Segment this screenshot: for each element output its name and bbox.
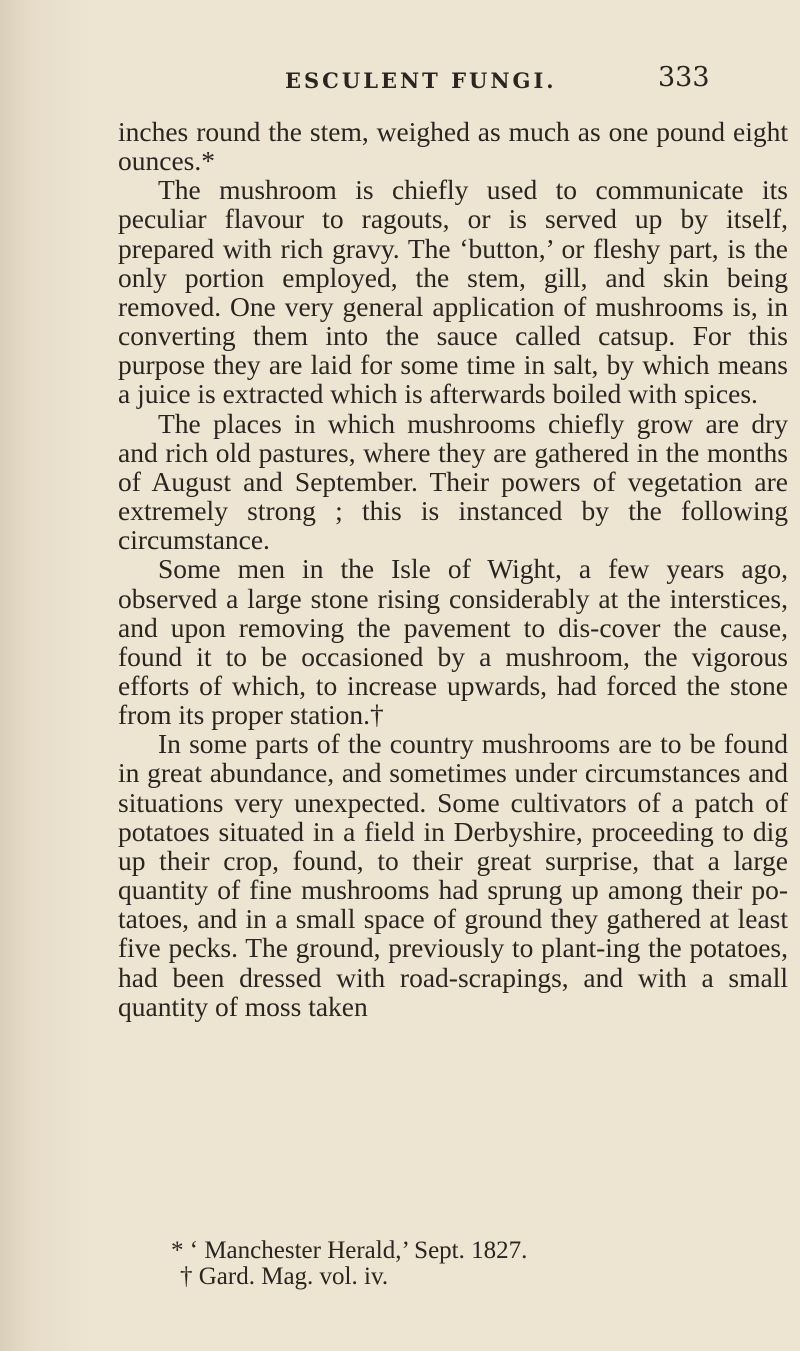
running-head: ESCULENT FUNGI. <box>285 68 557 93</box>
paragraph-mushroom-uses: The mushroom is chiefly used to communicate its peculiar flavour to ragouts, or is served up by itself, prepared with rich gravy. The ‘button,’ or fleshy part, is the only portion employed, the stem, gill, and skin being removed. One very general application of mushrooms is, in converting them into the sauce called catsup. For this purpose they are laid for some time in salt, by which means a juice is extracted which is afterwards boiled with spices. <box>118 174 788 410</box>
paragraph-isle-of-wight: Some men in the Isle of Wight, a few years ago, observed a large stone rising considerably at the interstices, and upon removing the pavement to dis-cover the cause, found it to be occasioned by a mushroom, the vigorous efforts of which, to increase upwards, had forced the stone from its proper station.† <box>118 553 788 731</box>
footnote: * ‘ Manchester Herald,’ Sept. 1827. <box>171 1237 528 1264</box>
body-text <box>118 117 788 1021</box>
paragraph-continuation: inches round the stem, weighed as much as one pound eight ounces.* <box>118 116 788 177</box>
paragraph-growth-places: The places in which mushrooms chiefly grow are dry and rich old pastures, where they are gathered in the months of August and September. Their powers of vegetation are extremely strong ; this is instanced by the following circumstance. <box>118 407 788 556</box>
page-header <box>0 62 800 108</box>
footnote: † Gard. Mag. vol. iv. <box>180 1263 389 1290</box>
footnotes <box>118 1238 788 1290</box>
paragraph-derbyshire: In some parts of the country mushrooms are to be found in great abundance, and sometimes under circumstances and situations very unexpected. Some cultivators of a patch of potatoes situated in a field in Derbyshire, proceeding to dig up their crop, found, to their great surprise, that a large quantity of fine mushrooms had sprung up among their po-tatoes, and in a small space of ground they gathered at least five pecks. The ground, previously to plant-ing the potatoes, had been dressed with road-scrapings, and with a small quantity of moss taken <box>118 728 788 1022</box>
page-number: 333 <box>658 62 710 93</box>
